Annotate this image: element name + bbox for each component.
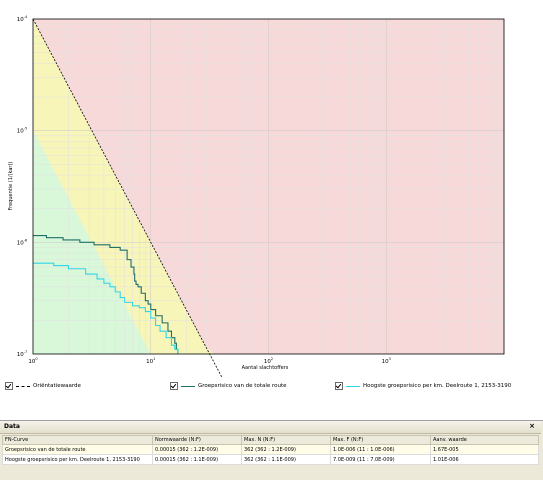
legend-item-totale-route[interactable] (170, 382, 287, 390)
legend-label: Oriëntatiewaarde (33, 383, 81, 389)
y-tick-label: $10^{-5}$ (16, 126, 28, 135)
table-cell: 0.00015 (362 : 1.2E-009) (153, 445, 242, 455)
checkbox-checked-icon[interactable] (5, 382, 13, 390)
table-cell: 362 (362 : 1.2E-009) (242, 445, 331, 455)
y-axis-label: Frequentie (1/(kar)) (8, 161, 14, 211)
data-panel (0, 420, 543, 480)
table-cell: Hoogste groepsrisico per km. Deelroute 1, 2153-3190 (3, 455, 153, 465)
table-header-row (3, 436, 539, 445)
legend-label: Hoogste groepsrisico per km. Deelroute 1, 2153-3190 (363, 383, 512, 389)
table-row[interactable] (3, 445, 539, 455)
table-cell: 1.0E-006 (11 : 1.0E-006) (331, 445, 431, 455)
table-cell: 362 (362 : 1.1E-009) (242, 455, 331, 465)
legend-swatch (181, 386, 195, 387)
x-tick-label: $10^0$ (28, 357, 38, 365)
table-cell: 1.01E-006 (431, 455, 539, 465)
column-header-max-n[interactable]: Max. N (N:F) (242, 436, 331, 445)
column-header-max-f[interactable]: Max. F (N:F) (331, 436, 431, 445)
legend-swatch (346, 386, 360, 387)
table-cell: 1.67E-005 (431, 445, 539, 455)
x-tick-label: $10^2$ (263, 357, 274, 365)
data-panel-title: Data (4, 423, 20, 430)
legend-swatch (16, 386, 30, 387)
column-header-aanv-waarde[interactable]: Aanv. waarde (431, 436, 539, 445)
legend-item-deelroute[interactable] (335, 382, 511, 390)
data-panel-header (0, 421, 541, 434)
x-axis-label: Aantal slachtoffers (241, 365, 289, 371)
close-icon[interactable]: × (529, 422, 535, 430)
data-table (2, 435, 539, 465)
column-header-fn-curve[interactable]: FN-Curve (3, 436, 153, 445)
table-cell: 7.0E-009 (11 : 7.0E-009) (331, 455, 431, 465)
table-row[interactable] (3, 455, 539, 465)
y-tick-label: $10^{-4}$ (16, 15, 28, 23)
legend-label: Groepsrisico van de totale route (198, 383, 287, 389)
legend (0, 378, 543, 396)
x-tick-label: $10^3$ (381, 357, 391, 365)
legend-item-orientatiewaarde[interactable] (5, 382, 81, 390)
y-tick-label: $10^{-7}$ (16, 350, 28, 358)
y-tick-label: $10^{-6}$ (16, 238, 28, 247)
column-header-normwaarde[interactable]: Normwaarde (N:F) (153, 436, 242, 445)
checkbox-checked-icon[interactable] (170, 382, 178, 390)
table-cell: 0.00015 (362 : 1.1E-009) (153, 455, 242, 465)
x-tick-label: $10^1$ (146, 357, 156, 365)
table-cell: Groepsrisico van de totale route (3, 445, 153, 455)
checkbox-checked-icon[interactable] (335, 382, 343, 390)
